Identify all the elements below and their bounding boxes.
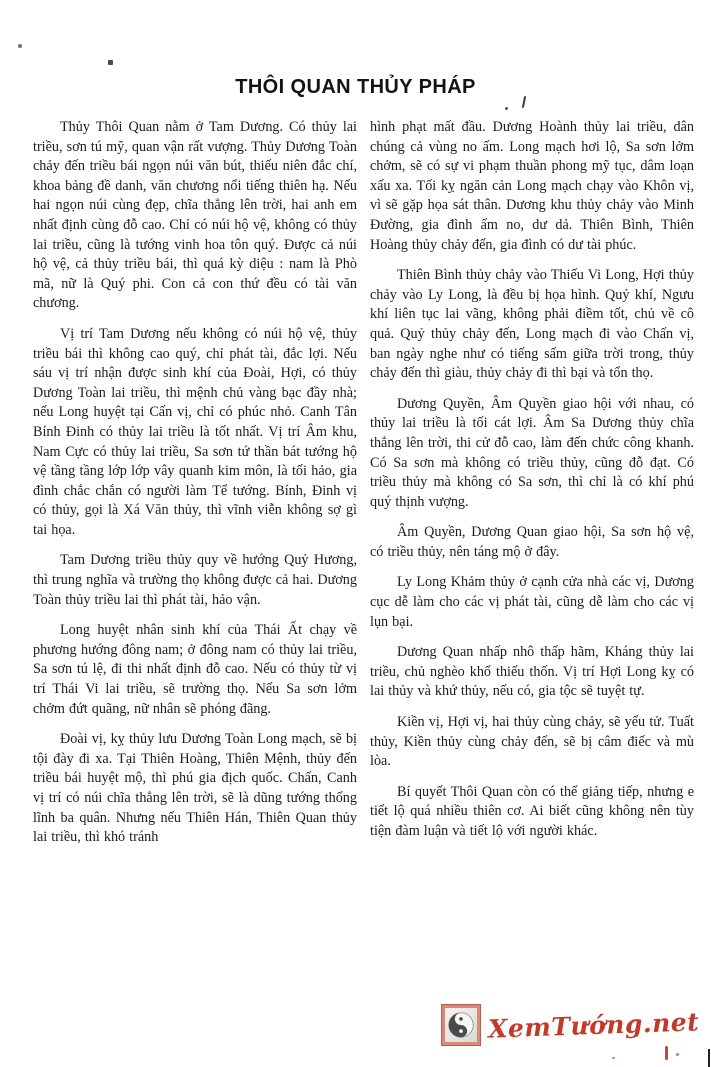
right-column (370, 118, 694, 859)
paragraph: Thủy Thôi Quan nằm ở Tam Dương. Có thủy lai triều, sơn tú mỹ, quan vận rất vượng. Thủy Dương Toàn chảy đến triều bái ngọn núi văn bút, thiếu niên đắc chí, khoa bảng đề danh, văn chương nổi tiếng thiên hạ. Nếu hai ngọn núi cùng đẹp, chĩa thẳng lên trời, hai anh em nhất định cùng đỗ cao. Chỉ có núi hộ vệ, không có thủy lai triều, cũng là tướng vinh hoa tôn quý. Được cả núi hộ vệ, cả thủy triều bái, thì quá kỳ diệu : nam là Phò mã, nữ là Quý phi. Con cả con thứ đều có tài văn chương. (33, 119, 357, 312)
ink-speck (665, 1046, 668, 1060)
paragraph: Tam Dương triều thủy quy về hướng Quỷ Hương, thì trung nghĩa và trường thọ không được cả hai. Dương Toàn thủy triều lai thì phát tài, hảo vận. (33, 552, 357, 608)
ink-speck (18, 44, 22, 48)
ink-speck (505, 107, 508, 110)
watermark-text: XemTướng.net (487, 1006, 700, 1044)
ink-speck (108, 60, 113, 65)
scan-edge-mark (708, 1049, 710, 1067)
text-columns (0, 99, 711, 859)
page-title: THÔI QUAN THỦY PHÁP (235, 76, 476, 98)
paragraph: Đoài vị, kỵ thủy lưu Dương Toàn Long mạch, sẽ bị tội đày đi xa. Tại Thiên Hoàng, Thiên Mệnh, thủy đến triều bái huyệt mộ, thì phú gia địch quốc. Chấn, Canh vị trí có núi chĩa thẳng lên trời, sẽ là dũng tướng thống lĩnh ba quân. Nhưng nếu Thiên Hán, Thiên Quan thủy lai triều, thì khó tránh (33, 731, 357, 846)
paragraph: Âm Quyền, Dương Quan giao hội, Sa sơn hộ vệ, có triều thủy, nên táng mộ ở đây. (370, 524, 694, 560)
paragraph: Vị trí Tam Dương nếu không có núi hộ vệ, thủy triều bái thì không cao quý, chỉ phát tài, đắc lợi. Nếu sáu vị trí nhận được sinh khí của Đoài, Hợi, có thủy Dương Toàn lai triều, thì mệnh chủ vàng bạc đầy nhà; nếu Long huyệt tại Cấn vị, chỉ có phúc nhỏ. Canh Tân Bính Đinh có thủy lai triều là tốt nhất. Vị trí Âm khu, Nam Cực có thủy lai triều, Sa sơn tứ thần bát tướng hộ vệ tầng tầng lớp lớp vây quanh kim môn, là tối hảo, gia đình chắc chắn có người làm Tể tướng. Bính, Đinh vị có thủy, gọi là Xá Văn thủy, thì vĩnh viễn không sợ gì tai họa. (33, 325, 357, 538)
yin-yang-icon (441, 1004, 481, 1046)
paragraph: Long huyệt nhân sinh khí của Thái Ất chạy về phương hướng đông nam; ở đông nam có thủy lai triều, Sa sơn tú lệ, đi thi nhất định đỗ cao. Nếu có thủy từ vị trí Thái Vi lai triều, sẽ trường thọ. Nếu Sa sơn lởm chởm đứt quãng, nữ nhân sẽ phóng đãng. (33, 622, 357, 717)
left-column (33, 118, 357, 859)
paragraph: Dương Quyền, Âm Quyền giao hội với nhau, có thủy lai triều là tối cát lợi. Âm Sa Dương thủy chĩa thẳng lên trời, thi cử đỗ cao, làm đến chức công khanh. Có Sa sơn mà không có triều thủy, cũng đỗ đạt. Có triều thủy mà không có Sa sơn, thì chỉ là có khí phú quý thịnh vượng. (370, 395, 694, 510)
ink-speck (676, 1053, 679, 1056)
paragraph: Dương Quan nhấp nhô thấp hãm, Kháng thủy lai triều, chủ nghèo khổ thiếu thốn. Vị trí Hợi Long kỵ có lai thủy và khứ thủy, nếu có, gia tộc sẽ tuyệt tự. (370, 644, 694, 700)
paragraph: Kiền vị, Hợi vị, hai thủy cùng chảy, sẽ yểu tử. Tuất thủy, Kiền thủy cùng chảy đến, sẽ bị câm điếc và mù lòa. (370, 714, 694, 770)
paragraph-continuation: hình phạt mất đầu. Dương Hoành thủy lai triều, dân chúng cả vùng no ấm. Long mạch hơi lộ, Sa sơn lởm chởm, sẽ có sự vi phạm thuần phong mỹ tục, dâm loạn xấu xa. Tối kỵ ngăn cản Long mạch chạy vào Khôn vị, vì sẽ gặp họa sát thân. Dương khu thủy chảy vào Minh Đường, gia đình ấm no, dư dả. Thiên Bình, Thiên Hoàng thủy chảy đến, gia đình có dư tài phúc. (370, 119, 694, 253)
ink-speck (612, 1057, 615, 1059)
paragraph: Bí quyết Thôi Quan còn có thể giảng tiếp, nhưng e tiết lộ quá nhiều thiên cơ. Ai biết cũng không nên tùy tiện đàm luận và tiết lộ với người khác. (370, 783, 694, 839)
watermark-logo (441, 1001, 699, 1049)
paragraph: Thiên Bình thủy chảy vào Thiếu Vi Long, Hợi thủy chảy vào Ly Long, là đều bị họa hình. Quỷ khí, Ngưu khí liên tục lai vãng, không phải điềm tốt, chủ về cô quả. Quỷ thủy chảy đến, Long mạch đi vào Chấn vị, ban ngày nghe như có tiếng sấm giữa trời trong, thủy chảy đến thì giàu, thủy chảy đi thì bại và tổn thọ. (370, 267, 694, 382)
paragraph: Ly Long Khảm thủy ở cạnh cửa nhà các vị, Dương cục dễ làm cho các vị phát tài, cũng dễ làm cho các vị lụn bại. (370, 574, 694, 630)
